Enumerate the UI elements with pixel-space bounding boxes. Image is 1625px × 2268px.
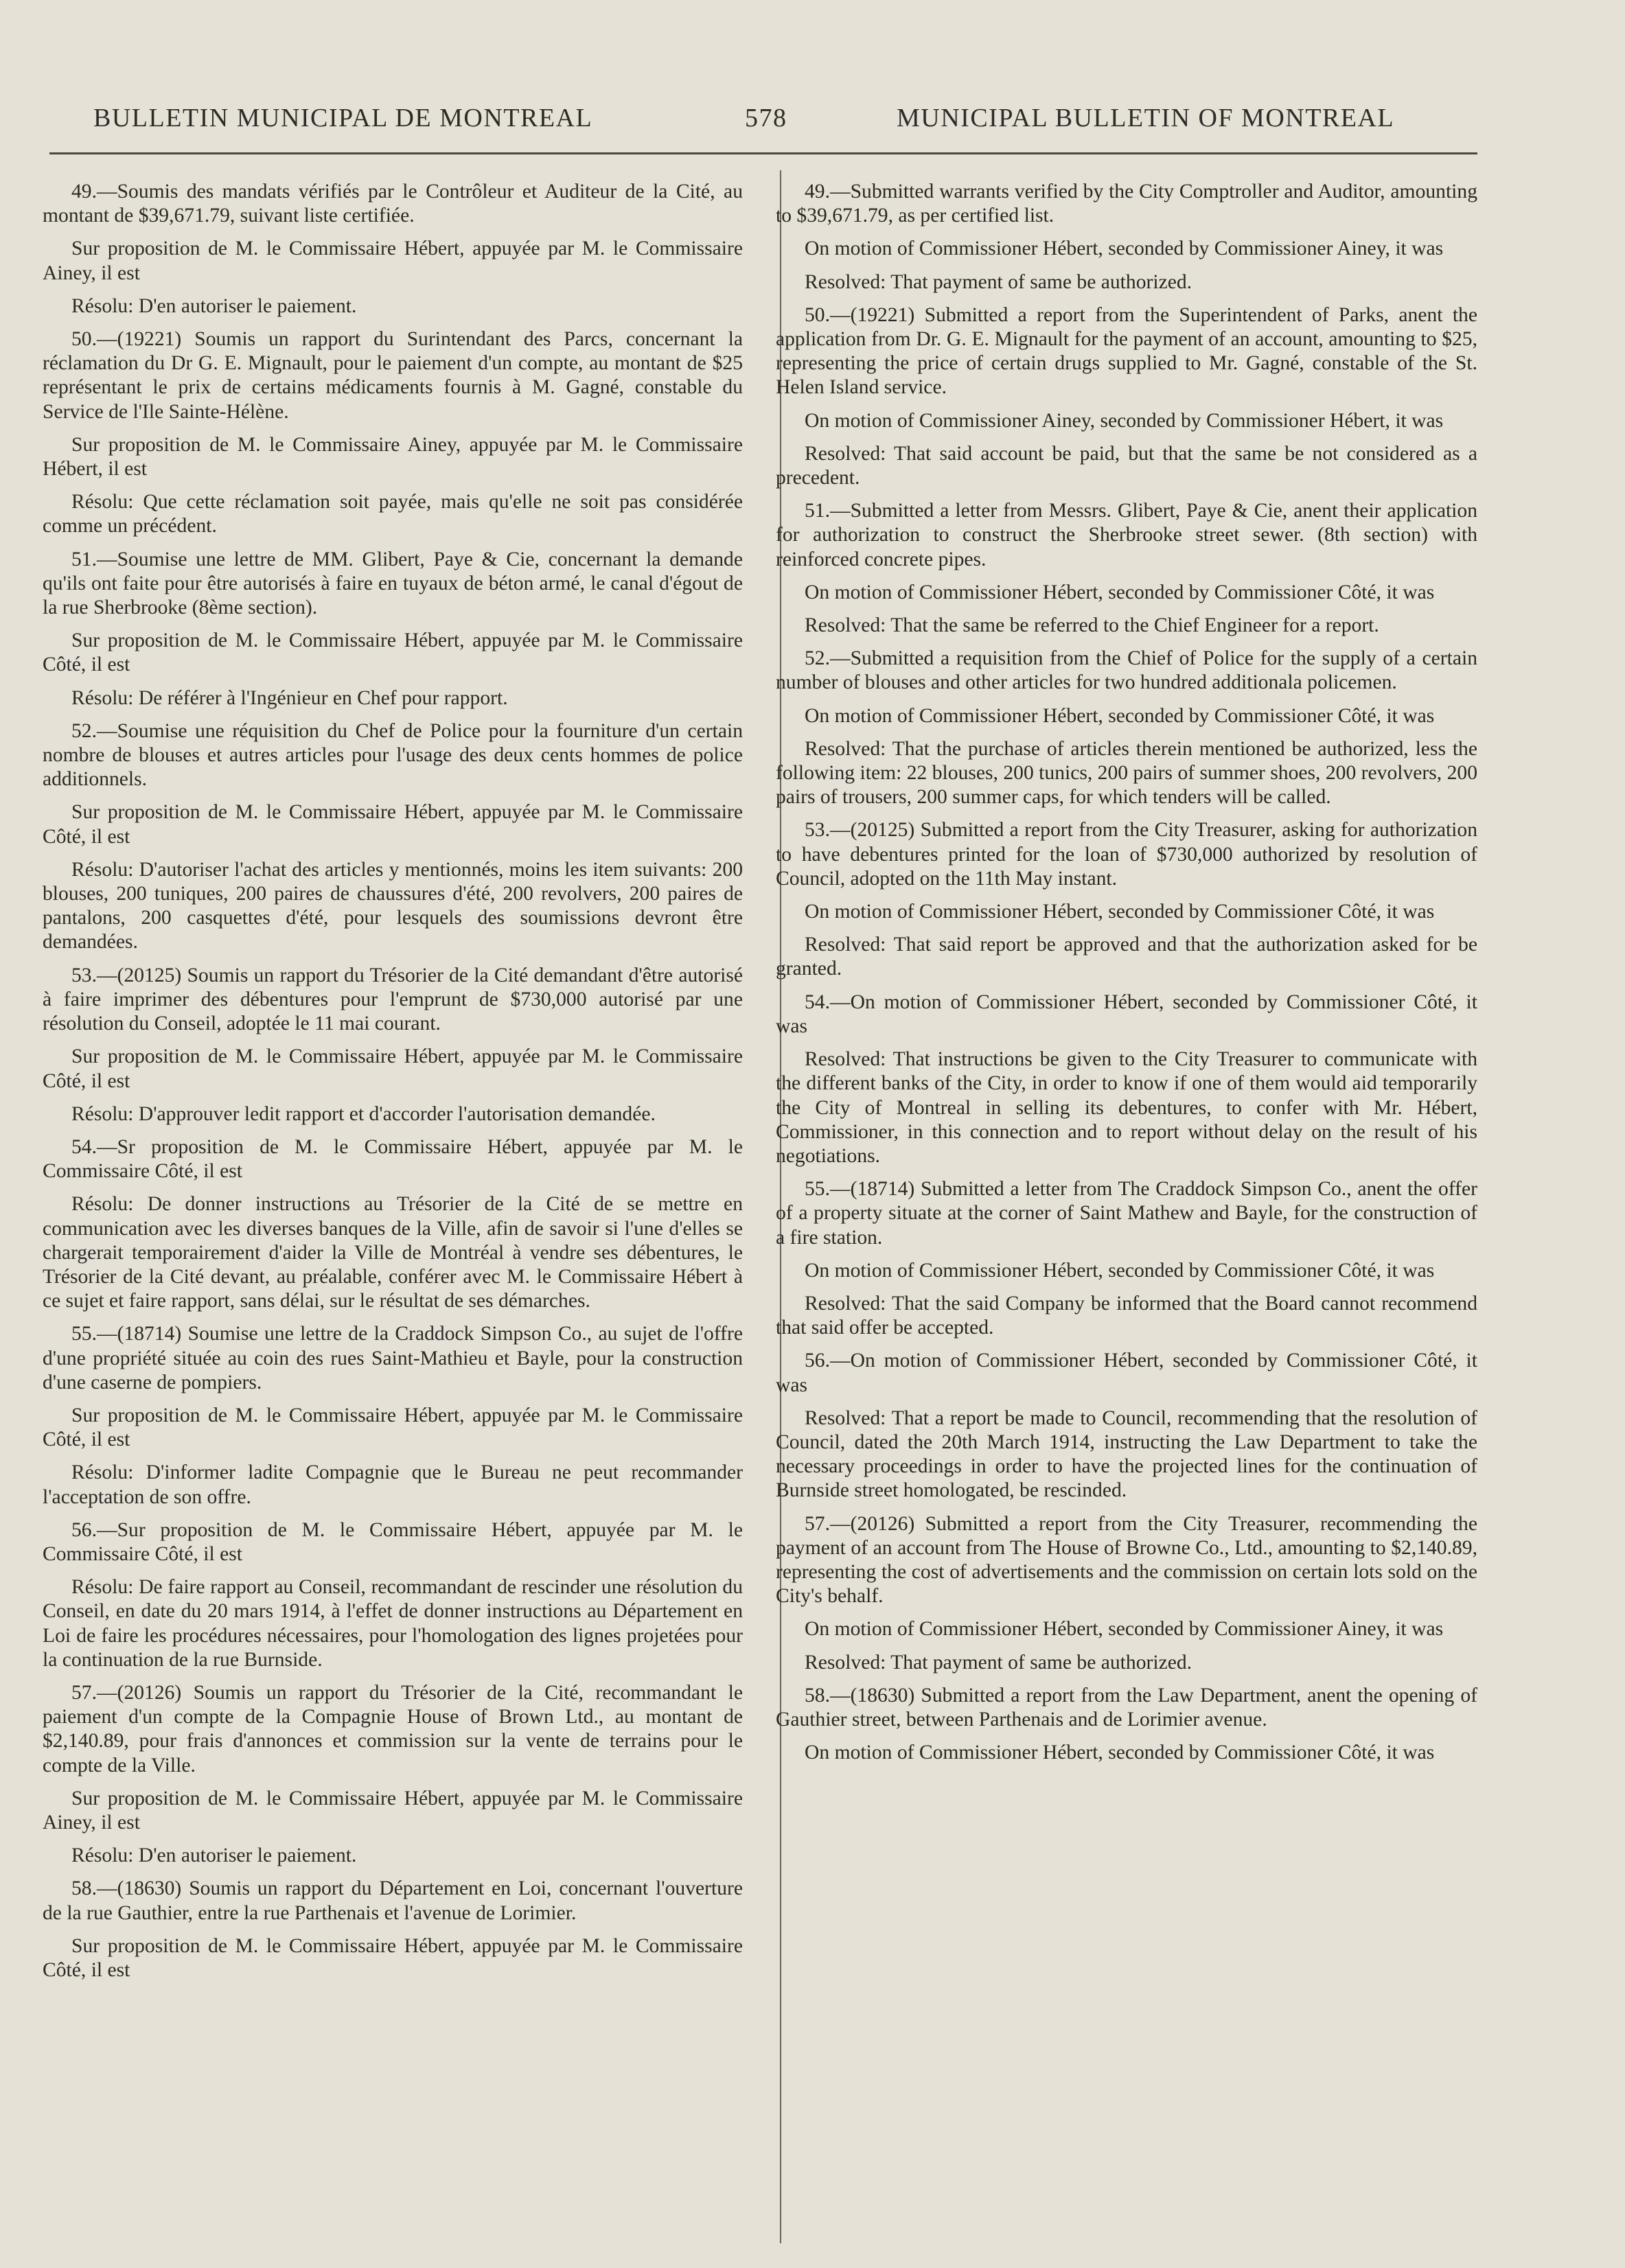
- french-paragraph: Sur proposition de M. le Commissaire Hébert, appuyée par M. le Commissaire Côté, il est: [43, 801, 743, 848]
- french-paragraph: 56.—Sur proposition de M. le Commissaire Hébert, appuyée par M. le Commissaire Côté, il est: [43, 1518, 743, 1565]
- english-column: [776, 180, 1477, 2249]
- english-paragraph: On motion of Commissioner Hébert, seconded by Commissioner Côté, it was: [805, 581, 1435, 603]
- french-paragraph: Sur proposition de M. le Commissaire Hébert, appuyée par M. le Commissaire Côté, il est: [43, 1934, 743, 1981]
- french-paragraph: 50.—(19221) Soumis un rapport du Surintendant des Parcs, concernant la réclamation du Dr G. E. Mignault, pour le paiement d'un compte, au montant de $25 représentant le prix de certains médicaments fournis à M. Gagné, constable du Service de l'Ile Sainte-Hélène.: [43, 328, 743, 423]
- header-rule: [49, 152, 1477, 154]
- english-paragraph: Resolved: That payment of same be authorized.: [805, 1651, 1192, 1674]
- english-paragraph: On motion of Commissioner Ainey, seconded by Commissioner Hébert, it was: [805, 409, 1444, 432]
- english-paragraph: On motion of Commissioner Hébert, seconded by Commissioner Ainey, it was: [805, 1618, 1444, 1641]
- french-paragraph: Résolu: D'autoriser l'achat des articles y mentionnés, moins les item suivants: 200 blouses, 200 tuniques, 200 paires de chaussures d'été, 200 revolvers, 200 paires de pantalons, 200 casquettes d'été, pour lesquels des soumissions devront être demandées.: [43, 858, 743, 953]
- english-paragraph: 55.—(18714) Submitted a letter from The Craddock Simpson Co., anent the offer of a property situate at the corner of Saint Mathew and Bayle, for the construction of a fire station.: [776, 1178, 1477, 1249]
- english-paragraph: 51.—Submitted a letter from Messrs. Glibert, Paye & Cie, anent their application for authorization to construct the Sherbrooke street sewer. (8th section) with reinforced concrete pipes.: [776, 500, 1477, 570]
- english-paragraph: Resolved: That instructions be given to the City Treasurer to communicate with the different banks of the City, in order to know if one of them would aid temporarily the City of Montreal in selling its debentures, to confer with Mr. Hébert, Commissioner, in this connection and to report without delay on the result of his negotiations.: [776, 1048, 1477, 1167]
- french-paragraph: Résolu: D'informer ladite Compagnie que le Bureau ne peut recommander l'acceptation de son offre.: [43, 1461, 743, 1508]
- english-paragraph: On motion of Commissioner Hébert, seconded by Commissioner Côté, it was: [805, 704, 1435, 727]
- header-title-french: BULLETIN MUNICIPAL DE MONTREAL: [93, 104, 593, 132]
- french-paragraph: 51.—Soumise une lettre de MM. Glibert, Paye & Cie, concernant la demande qu'ils ont faite pour être autorisés à faire en tuyaux de béton armé, le canal d'égout de la rue Sherbrooke (8ème section).: [43, 548, 743, 619]
- french-paragraph: 55.—(18714) Soumise une lettre de la Craddock Simpson Co., au sujet de l'offre d'une propriété située au coin des rues Saint-Mathieu et Bayle, pour la construction d'une caserne de pompiers.: [43, 1323, 743, 1393]
- english-paragraph: 58.—(18630) Submitted a report from the Law Department, anent the opening of Gauthier street, between Parthenais and de Lorimier avenue.: [776, 1684, 1477, 1731]
- french-paragraph: Résolu: D'approuver ledit rapport et d'accorder l'autorisation demandée.: [71, 1102, 656, 1125]
- french-paragraph: Résolu: De donner instructions au Trésorier de la Cité de se mettre en communication avec les diverses banques de la Ville, afin de savoir si l'une d'elles se chargerait temporairement d'aider la Ville de Montréal à vendre ses débentures, le Trésorier de la Cité devant, au préalable, conférer avec M. le Commissaire Hébert à ce sujet et faire rapport, sans délai, sur le résultat de ses démarches.: [43, 1193, 743, 1312]
- french-paragraph: 49.—Soumis des mandats vérifiés par le Contrôleur et Auditeur de la Cité, au montant de $39,671.79, suivant liste certifiée.: [43, 181, 743, 227]
- english-paragraph: 57.—(20126) Submitted a report from the City Treasurer, recommending the payment of an account from The House of Browne Co., Ltd., amounting to $2,140.89, representing the cost of advertisements and the commission on certain lots sold on the City's behalf.: [776, 1512, 1477, 1608]
- english-paragraph: On motion of Commissioner Hébert, seconded by Commissioner Côté, it was: [805, 901, 1435, 923]
- english-paragraph: On motion of Commissioner Hébert, seconded by Commissioner Ainey, it was: [805, 238, 1444, 260]
- english-paragraph: Resolved: That payment of same be authorized.: [805, 270, 1192, 293]
- english-paragraph: On motion of Commissioner Hébert, seconded by Commissioner Côté, it was: [805, 1259, 1435, 1282]
- french-paragraph: Sur proposition de M. le Commissaire Hébert, appuyée par M. le Commissaire Côté, il est: [43, 1404, 743, 1451]
- french-paragraph: Résolu: De faire rapport au Conseil, recommandant de rescinder une résolution du Conseil, en date du 20 mars 1914, à l'effet de donner instructions au Département en Loi de faire les procédures nécessaires, pour l'homologation des lignes projetées pour la continuation de la rue Burnside.: [43, 1576, 743, 1671]
- english-paragraph: Resolved: That the purchase of articles therein mentioned be authorized, less the following item: 22 blouses, 200 tunics, 200 pairs of summer shoes, 200 revolvers, 200 pairs of trousers, 200 summer caps, for which tenders will be called.: [776, 737, 1477, 809]
- english-paragraph: 53.—(20125) Submitted a report from the City Treasurer, asking for authorization to have debentures printed for the loan of $730,000 authorized by resolution of Council, adopted on the 11th May instant.: [776, 819, 1477, 890]
- french-paragraph: Sur proposition de M. le Commissaire Hébert, appuyée par M. le Commissaire Ainey, il est: [43, 238, 743, 284]
- french-paragraph: Sur proposition de M. le Commissaire Hébert, appuyée par M. le Commissaire Côté, il est: [43, 629, 743, 676]
- french-column: [43, 180, 743, 2249]
- french-paragraph: Résolu: De référer à l'Ingénieur en Chef pour rapport.: [71, 686, 508, 709]
- french-paragraph: 57.—(20126) Soumis un rapport du Trésorier de la Cité, recommandant le paiement d'un compte de la Compagnie House of Brown Ltd., au montant de $2,140.89, pour frais d'annonces et commission sur la vente de terrains pour le compte de la Ville.: [43, 1681, 743, 1777]
- french-paragraph: Résolu: Que cette réclamation soit payée, mais qu'elle ne soit pas considérée comme un précédent.: [43, 491, 743, 537]
- english-paragraph: Resolved: That a report be made to Council, recommending that the resolution of Council, dated the 20th March 1914, instructing the Law Department to take the necessary proceedings in order to have the projected lines for the continuation of Burnside street homologated, be rescinded.: [776, 1407, 1477, 1502]
- english-paragraph: Resolved: That said report be approved and that the authorization asked for be granted.: [776, 934, 1477, 980]
- english-paragraph: 54.—On motion of Commissioner Hébert, seconded by Commissioner Côté, it was: [776, 991, 1477, 1037]
- english-paragraph: On motion of Commissioner Hébert, seconded by Commissioner Côté, it was: [805, 1741, 1435, 1764]
- english-paragraph: 50.—(19221) Submitted a report from the Superintendent of Parks, anent the application from Dr. G. E. Mignault for the payment of an account, amounting to $25, representing the price of certain drugs supplied to Mr. Gagné, constable of the St. Helen Island service.: [776, 303, 1477, 399]
- english-paragraph: 56.—On motion of Commissioner Hébert, seconded by Commissioner Côté, it was: [776, 1350, 1477, 1396]
- page-number: 578: [745, 104, 787, 132]
- french-paragraph: Sur proposition de M. le Commissaire Ainey, appuyée par M. le Commissaire Hébert, il est: [43, 433, 743, 481]
- header-title-english: MUNICIPAL BULLETIN OF MONTREAL: [897, 104, 1395, 132]
- english-paragraph: Resolved: That said account be paid, but that the same be not considered as a precedent.: [776, 442, 1477, 489]
- french-paragraph: Résolu: D'en autoriser le paiement.: [71, 294, 357, 317]
- french-paragraph: Sur proposition de M. le Commissaire Hébert, appuyée par M. le Commissaire Côté, il est: [43, 1045, 743, 1092]
- french-paragraph: 52.—Soumise une réquisition du Chef de Police pour la fourniture d'un certain nombre de blouses et autres articles pour l'usage des deux cents hommes de police additionnels.: [43, 719, 743, 791]
- english-paragraph: 52.—Submitted a requisition from the Chief of Police for the supply of a certain number of blouses and other articles for two hundred additionala policemen.: [776, 647, 1477, 694]
- french-paragraph: Résolu: D'en autoriser le paiement.: [71, 1844, 357, 1867]
- english-paragraph: Resolved: That the same be referred to the Chief Engineer for a report.: [805, 614, 1379, 637]
- french-paragraph: 53.—(20125) Soumis un rapport du Trésorier de la Cité demandant d'être autorisé à faire imprimer des débentures pour l'emprunt de $730,000 autorisé par une résolution du Conseil, adoptée le 11 mai courant.: [43, 964, 743, 1035]
- french-paragraph: 58.—(18630) Soumis un rapport du Département en Loi, concernant l'ouverture de la rue Gauthier, entre la rue Parthenais et l'avenue de Lorimier.: [43, 1877, 743, 1924]
- english-paragraph: Resolved: That the said Company be informed that the Board cannot recommend that said offer be accepted.: [776, 1292, 1477, 1339]
- french-paragraph: Sur proposition de M. le Commissaire Hébert, appuyée par M. le Commissaire Ainey, il est: [43, 1787, 743, 1833]
- english-paragraph: 49.—Submitted warrants verified by the City Comptroller and Auditor, amounting to $39,671.79, as per certified list.: [776, 181, 1477, 227]
- french-paragraph: 54.—Sr proposition de M. le Commissaire Hébert, appuyée par M. le Commissaire Côté, il est: [43, 1135, 743, 1183]
